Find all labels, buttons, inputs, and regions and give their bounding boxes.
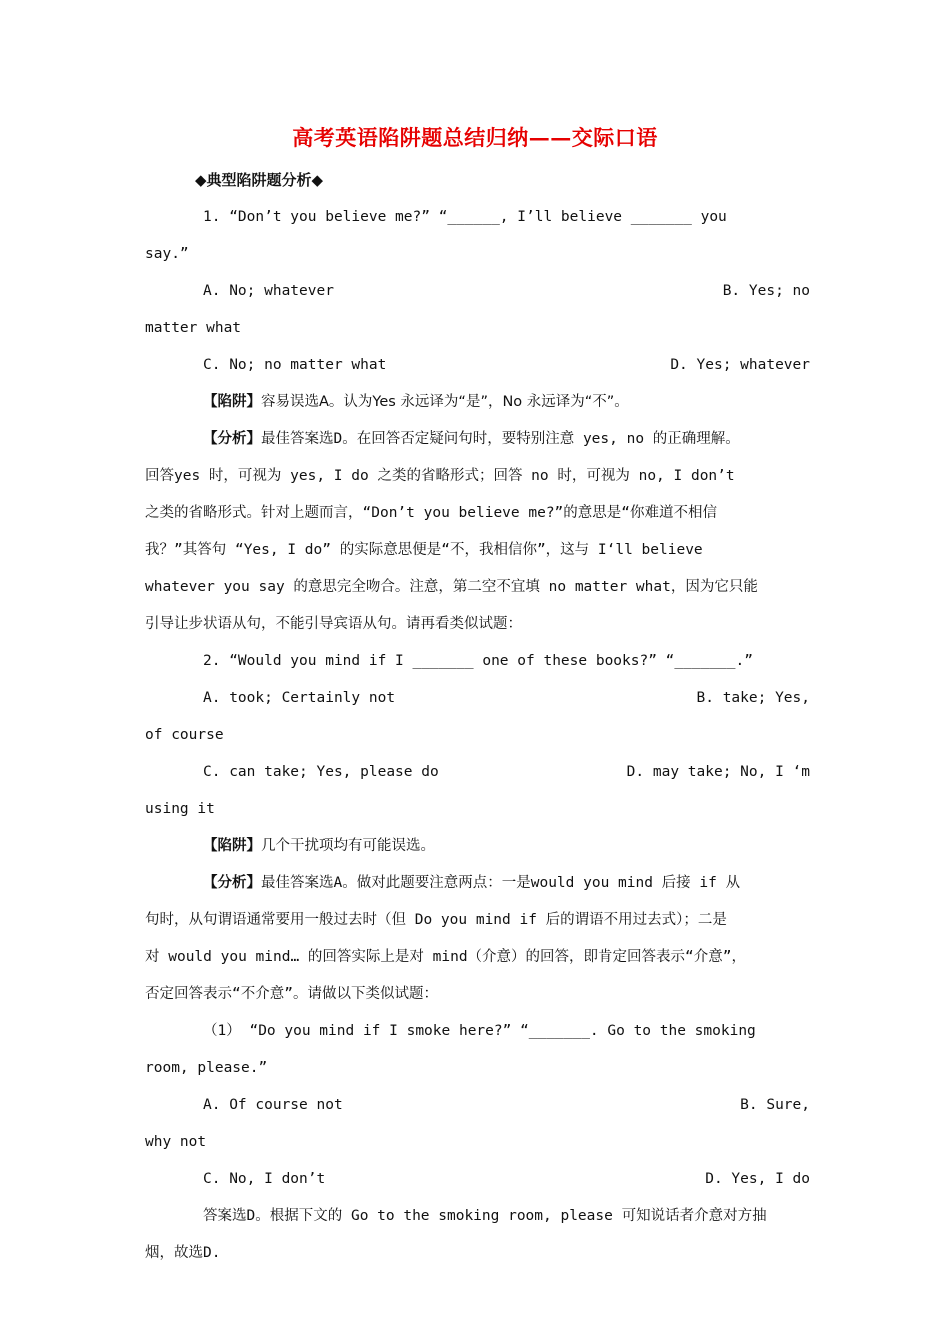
q1-analysis-line6: 引导让步状语从句，不能引导宾语从句。请再看类似试题： [145,616,522,632]
q1-trap-text: 容易误选A。认为Yes 永远译为“是”，No 永远译为“不”。 [261,394,629,410]
q3-answer-line1: 答案选D。根据下文的 Go to the smoking room, please 可知说话者介意对方抽 [203,1208,767,1224]
q2-analysis-line2: 句时，从句谓语通常要用一般过去时（但 Do you mind if 后的谓语不用过去式）；二是 [145,912,727,928]
q1-trap [145,384,810,421]
q2-option-a: A. took; Certainly not [203,690,396,706]
q2-trap-tag: 【陷阱】 [203,838,261,854]
q3-option-c: C. No, I don’t [203,1171,326,1187]
q1-trap-tag: 【陷阱】 [203,394,261,410]
q2-analysis-line4: 否定回答表示“不介意”。请做以下类似试题： [145,986,438,1002]
q2-analysis-line1 [145,865,810,902]
q3-stem-line2: room, please.” [145,1060,268,1076]
q2-option-d: D. may take; No, I ‘m [626,764,810,780]
q1-option-a: A. No; whatever [203,283,334,299]
q1-stem-line1: 1. “Don’t you believe me?” “______, I’ll believe _______ you [203,209,727,225]
q1-option-c: C. No; no matter what [203,357,387,373]
q1-options-cd [145,347,810,384]
q2-options-ab [145,680,810,717]
q2-option-b-cont: of course [145,727,224,743]
q2-option-c: C. can take; Yes, please do [203,764,439,780]
q3-option-a: A. Of course not [203,1097,343,1113]
q1-analysis-line4: 我？”其答句 “Yes, I do” 的实际意思便是“不，我相信你”，这与 I‘ll believe [145,542,703,558]
q2-analysis-text1: 最佳答案选A。做对此题要注意两点：一是would you mind 后接 if 从 [261,875,741,891]
q1-analysis-text1: 最佳答案选D。在回答否定疑问句时，要特别注意 yes, no 的正确理解。 [261,431,740,447]
q1-option-d: D. Yes; whatever [670,357,810,373]
q3-option-d: D. Yes, I do [705,1171,810,1187]
q3-options-cd [145,1161,810,1198]
document-body [145,162,810,1272]
q3-stem-line1: （1） “Do you mind if I smoke here?” “_______. Go to the smoking [203,1023,756,1039]
q2-analysis-line3: 对 would you mind… 的回答实际上是对 mind（介意）的回答，即肯定回答表示“介意”， [145,949,747,965]
q3-option-b: B. Sure, [740,1097,810,1113]
q2-stem-line1: 2. “Would you mind if I _______ one of these books?” “_______.” [203,653,753,669]
q1-options-ab [145,273,810,310]
q2-option-b: B. take; Yes, [696,690,810,706]
page-title: 高考英语陷阱题总结归纳——交际口语 [292,125,658,150]
q1-analysis-line3: 之类的省略形式。针对上题而言，“Don’t you believe me?”的意思是“你难道不相信 [145,505,718,521]
q1-analysis-line5: whatever you say 的意思完全吻合。注意，第二空不宜填 no matter what，因为它只能 [145,579,758,595]
q2-trap [145,828,810,865]
section-heading: ◆典型陷阱题分析◆ [195,171,324,189]
q2-options-cd [145,754,810,791]
q3-answer-line2: 烟，故选D. [145,1245,221,1261]
q2-trap-text: 几个干扰项均有可能误选。 [261,838,435,854]
q3-option-b-cont: why not [145,1134,207,1150]
q3-options-ab [145,1087,810,1124]
q1-option-b-cont: matter what [145,320,242,336]
q1-analysis-line1 [145,421,810,458]
q1-analysis-tag: 【分析】 [203,431,261,447]
q1-option-b: B. Yes; no [722,283,810,299]
q1-analysis-line2: 回答yes 时，可视为 yes, I do 之类的省略形式；回答 no 时，可视为 no, I don’t [145,468,735,484]
q2-option-d-cont: using it [145,801,215,817]
q1-stem-line2: say.” [145,246,189,262]
q2-analysis-tag: 【分析】 [203,875,261,891]
